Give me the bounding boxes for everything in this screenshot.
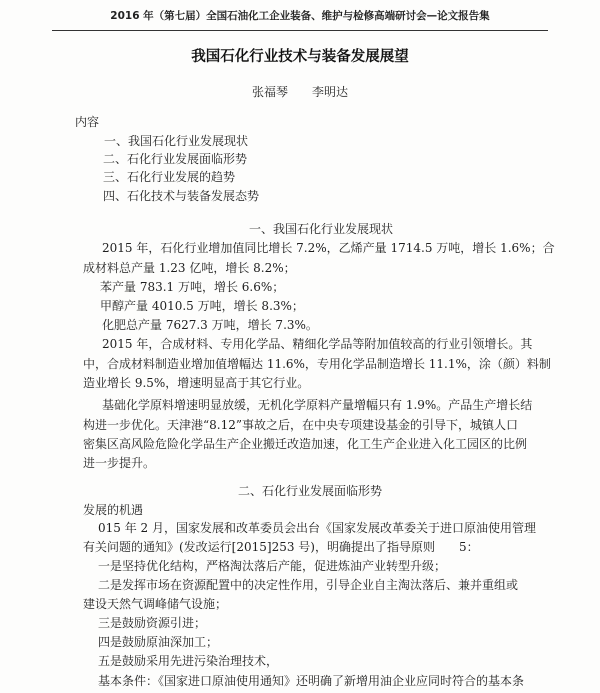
- section-heading: 二、石化行业发展面临形势: [238, 484, 383, 498]
- subsection-label: 发展的机遇: [83, 503, 144, 517]
- authors: 张福琴 李明达: [251, 85, 348, 99]
- running-header: 2016 年（第七届）全国石油化工企业装备、维护与检修高端研讨会—论文报告集: [110, 10, 490, 22]
- header-rule: [52, 30, 548, 31]
- section-heading: 一、我国石化行业发展现状: [249, 222, 394, 236]
- body-line: 建设天然气调峰储气设施；: [83, 597, 228, 611]
- body-line: 苯产量 783.1 万吨，增长 6.6%；: [100, 280, 285, 294]
- body-line: 进一步提升。: [83, 456, 156, 470]
- body-line: 基础化学原料增速明显放缓，无机化学原料产量增幅只有 1.9%。产品生产增长结: [102, 398, 533, 412]
- contents-item: 二、石化行业发展面临形势: [103, 152, 248, 166]
- contents-item: 四、石化技术与装备发展态势: [103, 189, 260, 203]
- body-line: 二是发挥市场在资源配置中的决定性作用，引导企业自主淘汰落后、兼并重组或: [98, 578, 519, 592]
- body-line: 甲醇产量 4010.5 万吨，增长 8.3%；: [100, 299, 304, 313]
- body-line: 三是鼓励资源引进；: [98, 616, 207, 630]
- body-line: 基本条件：《国家进口原油使用通知》还明确了新增用油企业应同时符合的基本条: [98, 674, 525, 688]
- body-line: 015 年 2 月，国家发展和改革委员会出台《国家发展改革委关于进口原油使用管理: [98, 521, 536, 535]
- body-line: 造业增长 9.5%，增速明显高于其它行业。: [83, 376, 310, 390]
- body-line: 2015 年，合成材料、专用化学品、精细化学品等附加值较高的行业引领增长。其: [102, 337, 533, 351]
- body-line: 有关问题的通知》(发改运行[2015]253 号)，明确提出了指导原则 5：: [83, 540, 479, 554]
- body-line: 2015 年，石化行业增加值同比增长 7.2%，乙烯产量 1714.5 万吨，增长 1.6%；合: [102, 241, 555, 255]
- body-line: 密集区高风险危险化学品生产企业搬迁改造加速，化工生产企业进入化工园区的比例: [83, 437, 528, 451]
- contents-item: 一、我国石化行业发展现状: [104, 134, 249, 148]
- body-line: 化肥总产量 7627.3 万吨，增长 7.3%。: [102, 318, 318, 332]
- contents-label: 内容: [75, 115, 100, 129]
- body-line: 成材料总产量 1.23 亿吨，增长 8.2%；: [83, 261, 296, 275]
- contents-item: 三、石化行业发展的趋势: [103, 170, 236, 184]
- body-line: 四是鼓励原油深加工；: [98, 635, 219, 649]
- paper-title: 我国石化行业技术与装备发展展望: [191, 49, 409, 65]
- body-line: 中，合成材料制造业增加值增幅达 11.6%，专用化学品制造增长 11.1%，涂（颜）料制: [83, 357, 551, 371]
- body-line: 构进一步优化。天津港“8.12”事故之后，在中央专项建设基金的引导下，城镇人口: [83, 418, 518, 432]
- body-line: 五是鼓励采用先进污染治理技术，: [98, 654, 279, 668]
- body-line: 一是坚持优化结构，严格淘汰落后产能，促进炼油产业转型升级；: [98, 559, 447, 573]
